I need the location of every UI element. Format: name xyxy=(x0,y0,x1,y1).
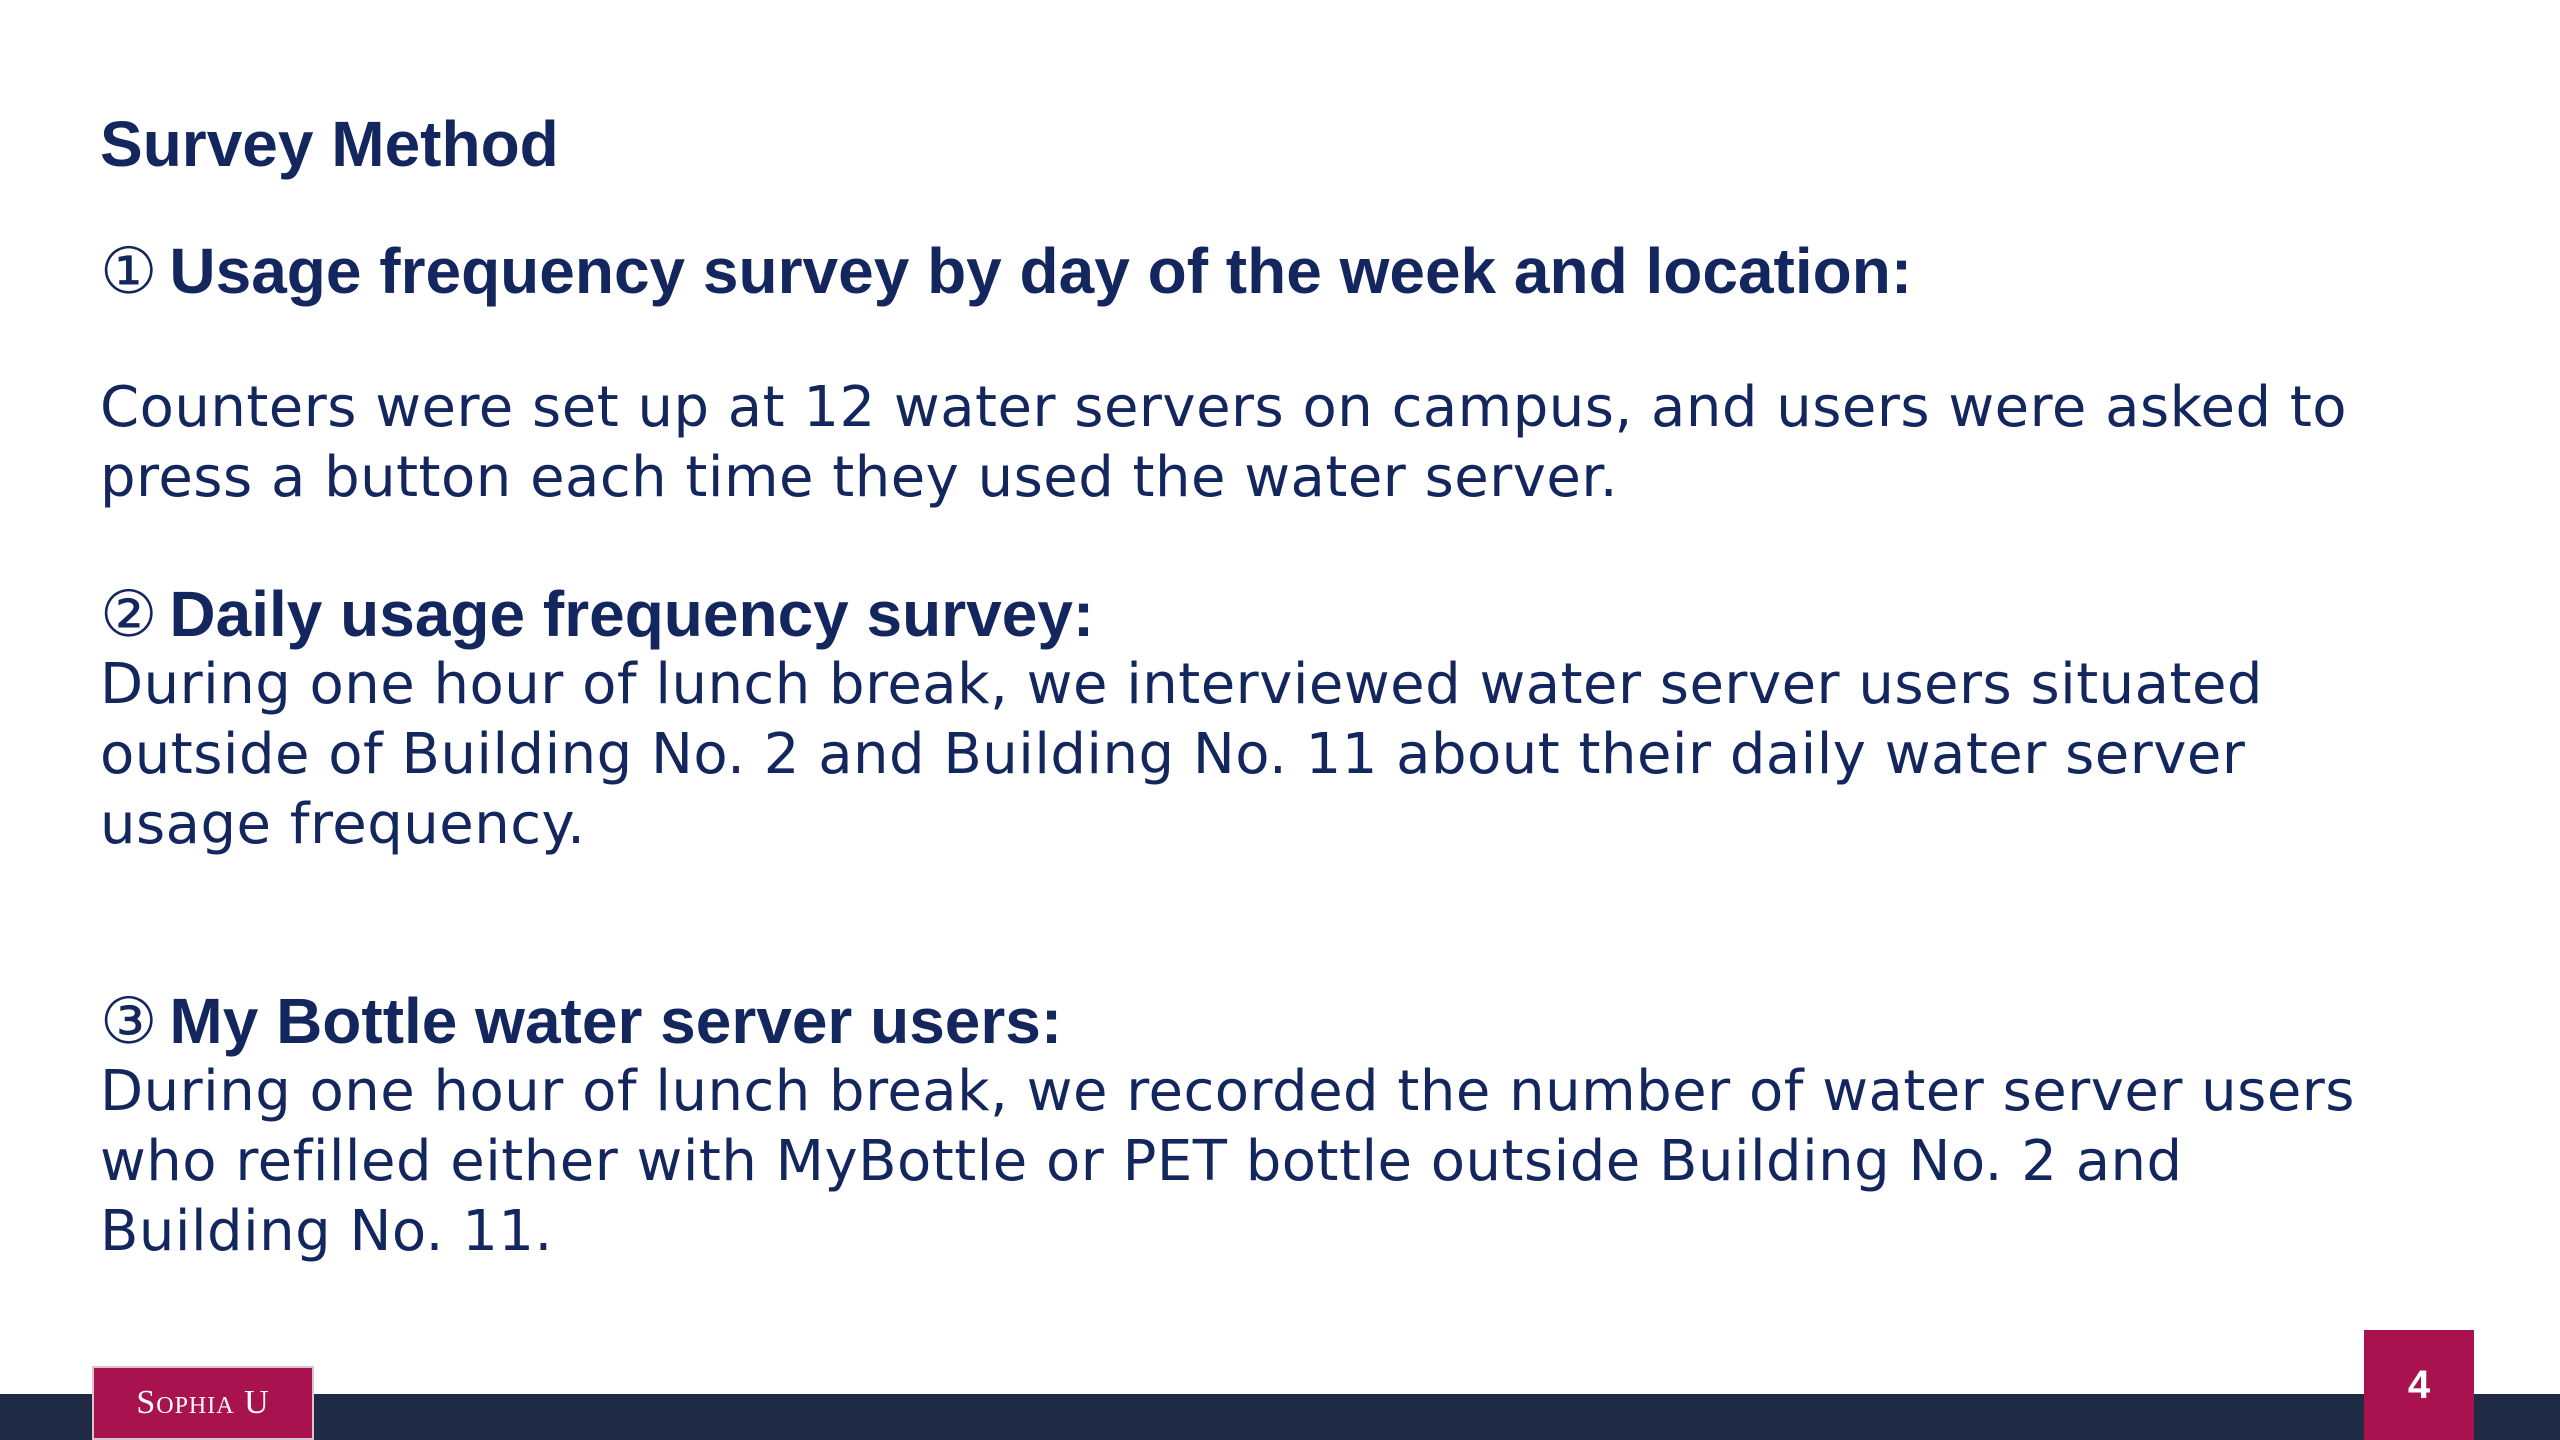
section-3-body-line: who refilled either with MyBottle or PET bottle outside Building No. 2 and xyxy=(100,1129,2183,1194)
section-2-heading-text: Daily usage frequency survey: xyxy=(169,578,1095,650)
section-2-heading xyxy=(100,579,2460,650)
section-1-body-line: Counters were set up at 12 water servers on campus, and users were asked to xyxy=(100,375,2348,440)
section-3-body-line: Building No. 11. xyxy=(100,1199,553,1264)
section-2-body-line: During one hour of lunch break, we interviewed water server users situated xyxy=(100,652,2263,717)
section-2-body xyxy=(100,650,2460,860)
university-logo xyxy=(92,1366,314,1440)
section-1-body-line: press a button each time they used the water server. xyxy=(100,445,1619,510)
section-1-number: ① xyxy=(100,235,158,309)
section-2-body-line: outside of Building No. 2 and Building No. 11 about their daily water server xyxy=(100,722,2246,787)
logo-text: Sophia U xyxy=(136,1384,270,1421)
section-3-heading-text: My Bottle water server users: xyxy=(169,985,1063,1057)
section-1-heading xyxy=(100,236,2460,307)
section-3-number: ③ xyxy=(100,985,158,1059)
page-number: 4 xyxy=(2407,1362,2431,1407)
slide-content xyxy=(100,100,2460,1267)
section-1-body xyxy=(100,373,2460,513)
section-3-body xyxy=(100,1057,2460,1267)
section-2-number: ② xyxy=(100,578,158,652)
section-1-heading-text: Usage frequency survey by day of the week and location: xyxy=(169,235,1913,307)
section-3-body-line: During one hour of lunch break, we recorded the number of water server users xyxy=(100,1059,2355,1124)
slide-title: Survey Method xyxy=(100,108,559,180)
page-number-badge xyxy=(2364,1330,2474,1440)
section-2-body-line: usage frequency. xyxy=(100,792,586,857)
section-3-heading xyxy=(100,986,2460,1057)
footer-bar xyxy=(0,1394,2560,1440)
